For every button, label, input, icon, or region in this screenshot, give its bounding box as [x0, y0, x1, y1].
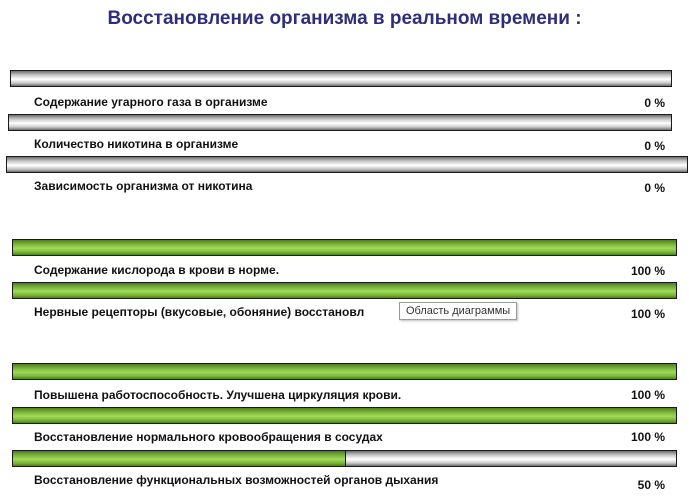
progress-bar-circulation[interactable]: [12, 407, 677, 424]
row-value-carbon-monoxide: 0 %: [644, 96, 665, 110]
row-value-respiratory: 50 %: [637, 478, 665, 492]
progress-bar-receptors[interactable]: [12, 282, 677, 299]
chart-area-tooltip: Область диаграммы: [399, 302, 517, 320]
row-value-dependence: 0 %: [644, 181, 665, 195]
progress-fill: [13, 364, 676, 379]
progress-fill: [13, 408, 676, 423]
progress-bar-oxygen[interactable]: [12, 239, 677, 256]
row-value-performance: 100 %: [630, 388, 665, 402]
progress-bar-dependence[interactable]: [6, 156, 688, 173]
row-label-respiratory: Восстановление функциональных возможностей органов дыхания: [34, 473, 439, 487]
progress-fill: [13, 283, 676, 298]
progress-fill: [13, 240, 676, 255]
row-value-circulation: 100 %: [630, 430, 665, 444]
progress-fill: [13, 451, 346, 466]
row-label-oxygen: Содержание кислорода в крови в норме.: [34, 263, 280, 277]
page-title: Восстановление организма в реальном времени :: [107, 8, 582, 29]
progress-bar-nicotine[interactable]: [8, 114, 672, 131]
row-label-receptors: Нервные рецепторы (вкусовые, обоняние) восстановл: [34, 305, 365, 319]
progress-bar-respiratory[interactable]: [12, 450, 677, 467]
row-value-oxygen: 100 %: [630, 264, 665, 278]
row-label-dependence: Зависимость организма от никотина: [34, 179, 253, 193]
row-label-carbon-monoxide: Содержание угарного газа в организме: [34, 95, 268, 109]
progress-bar-carbon-monoxide[interactable]: [10, 70, 672, 87]
progress-bar-performance[interactable]: [12, 363, 677, 380]
row-value-nicotine: 0 %: [644, 139, 665, 153]
row-label-circulation: Восстановление нормального кровообращения в сосудах: [34, 430, 383, 444]
row-label-performance: Повышена работоспособность. Улучшена циркуляция крови.: [34, 388, 402, 402]
row-value-receptors: 100 %: [630, 307, 665, 321]
row-label-nicotine: Количество никотина в организме: [34, 137, 239, 151]
